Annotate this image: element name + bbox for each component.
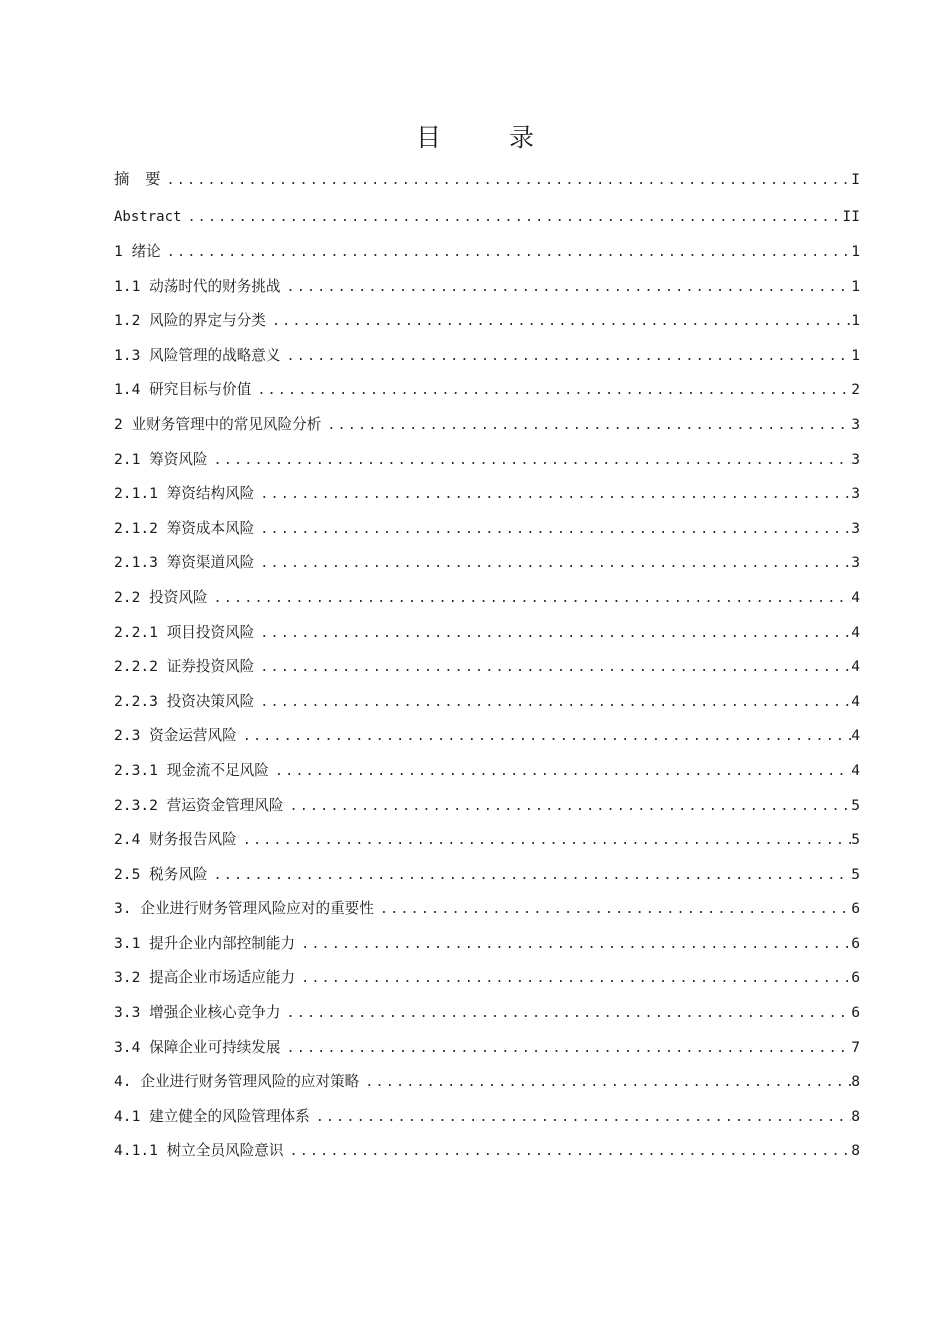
- toc-entry-label: 2.2 投资风险: [114, 588, 208, 606]
- toc-entry-page: 6: [851, 1004, 860, 1022]
- toc-entry-page: 4: [851, 727, 860, 745]
- toc-entry-section-2-5[interactable]: [114, 858, 860, 893]
- toc-dot-leader: [281, 270, 852, 305]
- toc-entry-label: 1.3 风险管理的战略意义: [114, 346, 281, 364]
- toc-dot-leader: [266, 304, 851, 339]
- toc-dot-leader: [254, 650, 851, 685]
- toc-entry-page: 5: [851, 865, 860, 883]
- toc-entry-page: 3: [851, 415, 860, 433]
- toc-entry-page: 1: [851, 243, 860, 260]
- toc-dot-leader: [321, 408, 851, 443]
- toc-entry-section-1-3[interactable]: [114, 339, 860, 374]
- toc-entry-label: 2.2.2 证券投资风险: [114, 658, 255, 676]
- toc-entry-page: 3: [851, 554, 860, 572]
- toc-dot-leader: [295, 961, 851, 996]
- toc-entry-label: 2.4 财务报告风险: [114, 831, 237, 849]
- toc-entry-section-1-2[interactable]: [114, 304, 860, 339]
- toc-entry-page: 3: [851, 450, 860, 468]
- toc-entry-page: 8: [851, 1107, 860, 1125]
- toc-entry-page: 3: [851, 519, 860, 537]
- toc-dot-leader: [237, 719, 851, 754]
- toc-entry-page: 6: [851, 934, 860, 952]
- toc-entry-label: 2.1.2 筹资成本风险: [114, 519, 255, 537]
- toc-entry-section-1-1[interactable]: [114, 270, 860, 305]
- toc-dot-leader: [254, 512, 851, 547]
- toc-entry-section-2-3-2[interactable]: [114, 789, 860, 824]
- toc-entry-label: 2.3.2 营运资金管理风险: [114, 796, 284, 814]
- toc-entry-section-2-2-3[interactable]: [114, 685, 860, 720]
- toc-entry-page: 4: [851, 761, 860, 779]
- toc-entry-label: 2.5 税务风险: [114, 865, 208, 883]
- toc-entry-label: 1 绪论: [114, 243, 161, 260]
- toc-dot-leader: [310, 1100, 852, 1135]
- toc-entry-label: 4. 企业进行财务管理风险的应对策略: [114, 1073, 360, 1091]
- toc-entry-label: 1.4 研究目标与价值: [114, 381, 252, 399]
- toc-entry-page: 8: [851, 1142, 860, 1160]
- toc-entry-label: 1.2 风险的界定与分类: [114, 312, 266, 330]
- toc-entry-label: 2 业财务管理中的常见风险分析: [114, 415, 322, 433]
- toc-dot-leader: [181, 199, 842, 236]
- toc-dot-leader: [208, 443, 852, 478]
- toc-entry-page: 8: [851, 1073, 860, 1091]
- toc-entry-label: 4.1 建立健全的风险管理体系: [114, 1107, 310, 1125]
- toc-dot-leader: [208, 858, 852, 893]
- toc-entry-abstract-cn[interactable]: [114, 161, 860, 198]
- toc-entry-page: 1: [851, 312, 860, 330]
- toc-dot-leader: [359, 1065, 851, 1100]
- toc-dot-leader: [208, 581, 852, 616]
- toc-entry-section-3-3[interactable]: [114, 996, 860, 1031]
- toc-dot-leader: [237, 823, 851, 858]
- toc-entry-label: 3.1 提升企业内部控制能力: [114, 934, 296, 952]
- toc-dot-leader: [251, 373, 851, 408]
- toc-dot-leader: [283, 789, 851, 824]
- toc-entry-section-3-1[interactable]: [114, 927, 860, 962]
- toc-entry-label: 3.3 增强企业核心竞争力: [114, 1004, 281, 1022]
- toc-entry-label: 2.1.1 筹资结构风险: [114, 485, 255, 503]
- toc-entry-section-3-4[interactable]: [114, 1031, 860, 1066]
- toc-entry-page: 4: [851, 692, 860, 710]
- toc-entry-page: 1: [851, 277, 860, 295]
- toc-entry-page: 6: [851, 900, 860, 918]
- toc-entry-page: 2: [851, 381, 860, 399]
- toc-entry-section-2-1-3[interactable]: [114, 546, 860, 581]
- toc-entry-section-2-3[interactable]: [114, 719, 860, 754]
- toc-dot-leader: [161, 235, 851, 270]
- toc-entry-section-4-1[interactable]: [114, 1100, 860, 1135]
- toc-dot-leader: [281, 996, 852, 1031]
- toc-entry-section-2-1-1[interactable]: [114, 477, 860, 512]
- toc-entry-page: II: [842, 208, 860, 225]
- toc-entry-label: 2.1.3 筹资渠道风险: [114, 554, 255, 572]
- toc-entry-section-2-2-1[interactable]: [114, 616, 860, 651]
- toc-entry-page: 4: [851, 623, 860, 641]
- toc-entry-chapter-4[interactable]: [114, 1065, 860, 1100]
- toc-dot-leader: [254, 685, 851, 720]
- toc-entry-page: 4: [851, 588, 860, 606]
- toc-entry-abstract-en[interactable]: [114, 198, 860, 235]
- toc-entry-chapter-2[interactable]: [114, 408, 860, 443]
- toc-entry-page: 6: [851, 969, 860, 987]
- toc-entry-label: 2.1 筹资风险: [114, 450, 208, 468]
- toc-dot-leader: [295, 927, 851, 962]
- toc-entry-label: 3. 企业进行财务管理风险应对的重要性: [114, 900, 374, 918]
- toc-dot-leader: [254, 477, 851, 512]
- toc-entry-section-2-3-1[interactable]: [114, 754, 860, 789]
- toc-entry-page: I: [851, 171, 860, 188]
- toc-entry-chapter-3[interactable]: [114, 892, 860, 927]
- toc-entry-section-2-4[interactable]: [114, 823, 860, 858]
- toc-entry-label: 3.2 提高企业市场适应能力: [114, 969, 296, 987]
- toc-entry-label: Abstract: [114, 209, 182, 225]
- toc-entry-label: 4.1.1 树立全员风险意识: [114, 1142, 284, 1160]
- toc-entry-section-4-1-1[interactable]: [114, 1134, 860, 1169]
- toc-dot-leader: [269, 754, 851, 789]
- toc-entry-page: 5: [851, 796, 860, 814]
- toc-entry-page: 7: [851, 1038, 860, 1056]
- toc-dot-leader: [281, 339, 852, 374]
- toc-entry-label: 1.1 动荡时代的财务挑战: [114, 277, 281, 295]
- toc-entry-page: 3: [851, 485, 860, 503]
- toc-dot-leader: [254, 546, 851, 581]
- toc-entry-label: 2.2.3 投资决策风险: [114, 692, 255, 710]
- toc-entry-section-2-2-2[interactable]: [114, 650, 860, 685]
- toc-entry-section-1-4[interactable]: [114, 373, 860, 408]
- toc-dot-leader: [281, 1031, 852, 1066]
- toc-entry-chapter-1[interactable]: [114, 235, 860, 270]
- toc-entry-page: 5: [851, 831, 860, 849]
- toc-entry-section-2-1-2[interactable]: [114, 512, 860, 547]
- toc-entry-label: 摘 要: [114, 170, 161, 188]
- toc-entry-label: 3.4 保障企业可持续发展: [114, 1038, 281, 1056]
- toc-entry-page: 1: [851, 346, 860, 364]
- toc-entry-label: 2.3 资金运营风险: [114, 727, 237, 745]
- table-of-contents: [114, 161, 860, 1169]
- toc-dot-leader: [161, 162, 852, 199]
- toc-entry-section-2-1[interactable]: [114, 443, 860, 478]
- toc-entry-section-2-2[interactable]: [114, 581, 860, 616]
- toc-entry-section-3-2[interactable]: [114, 961, 860, 996]
- page-title: 目 录: [416, 123, 564, 152]
- toc-entry-label: 2.3.1 现金流不足风险: [114, 761, 269, 779]
- toc-entry-label: 2.2.1 项目投资风险: [114, 623, 255, 641]
- toc-dot-leader: [374, 892, 851, 927]
- toc-entry-page: 4: [851, 658, 860, 676]
- toc-dot-leader: [254, 616, 851, 651]
- toc-dot-leader: [283, 1134, 851, 1169]
